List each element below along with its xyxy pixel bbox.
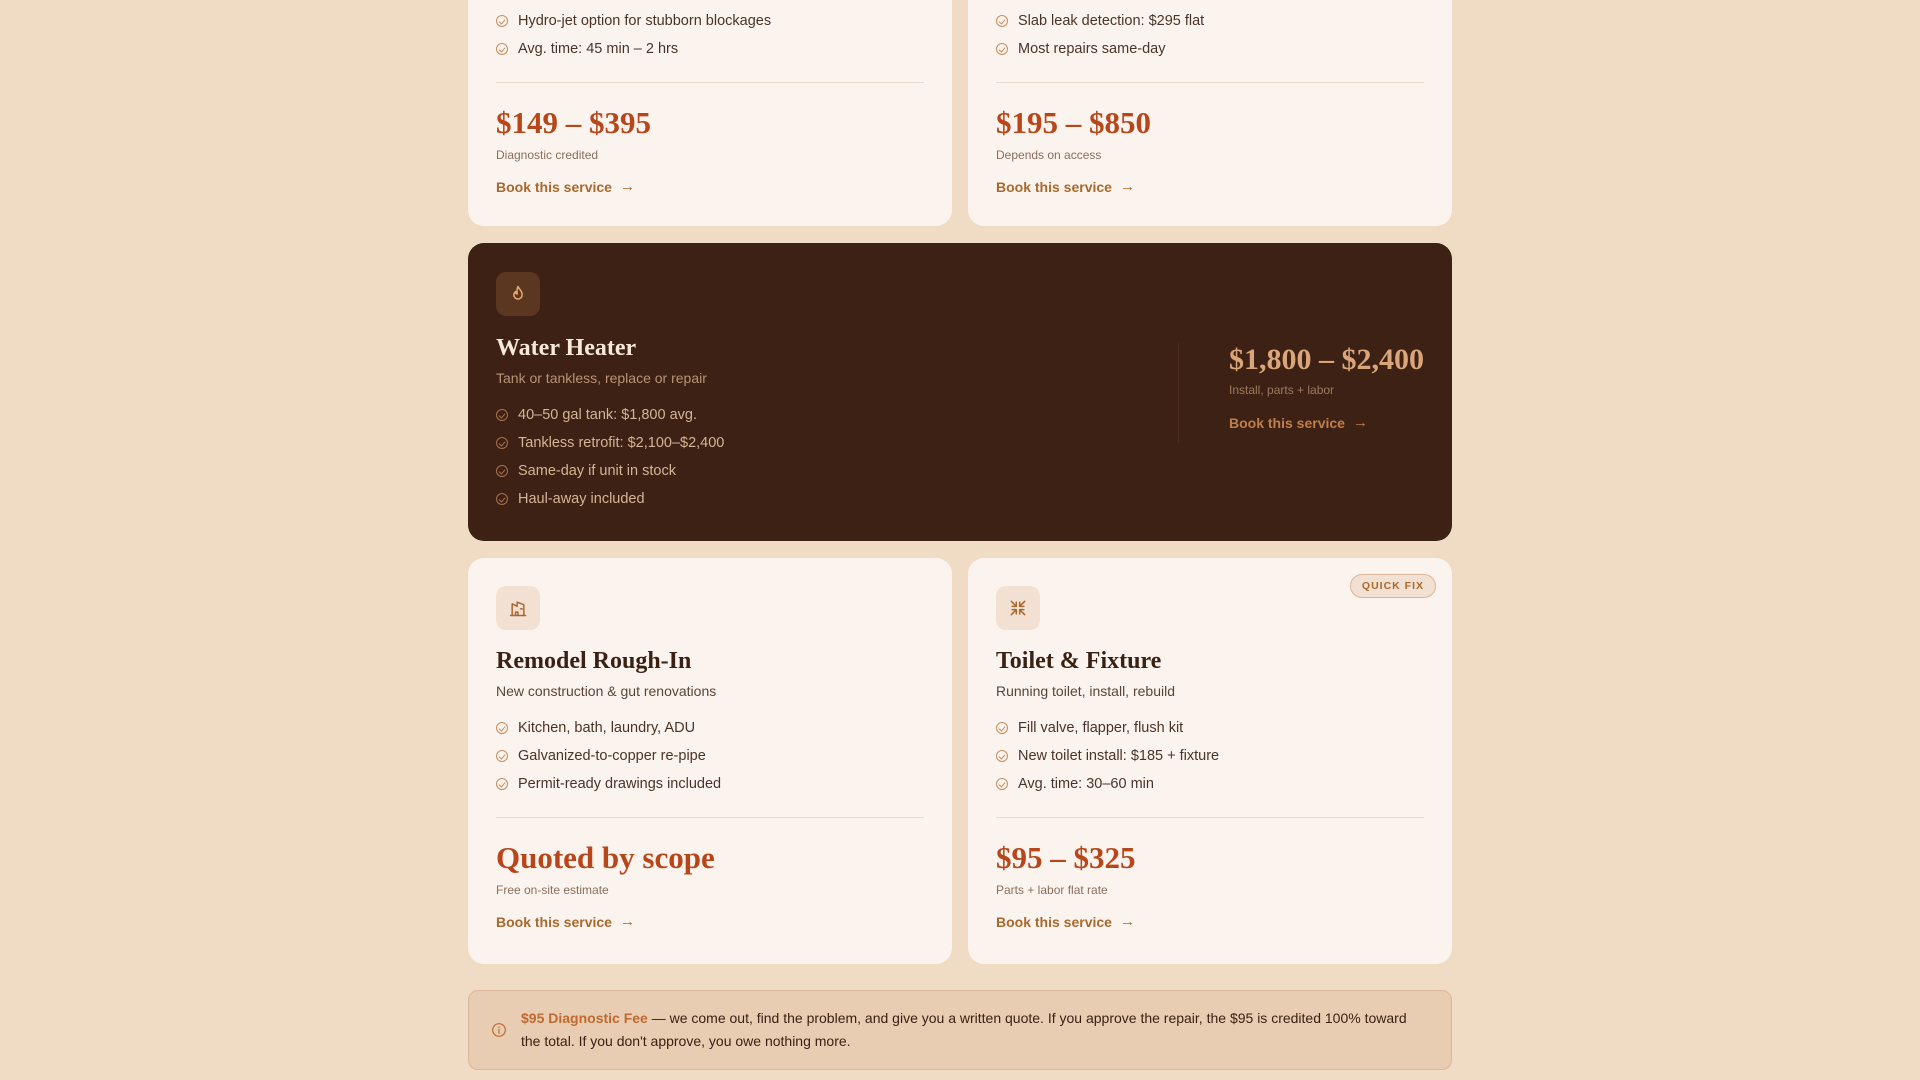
note-highlight: $95 Diagnostic Fee xyxy=(521,1010,648,1026)
featured-price-block xyxy=(1229,345,1424,433)
card-title: Remodel Rough-In xyxy=(496,648,692,674)
feature-item: Slab leak detection: $295 flat xyxy=(996,7,1424,35)
card-subtitle: New construction & gut renovations xyxy=(496,683,717,699)
price: $149 – $395 xyxy=(496,105,651,140)
card-title: Toilet & Fixture xyxy=(996,648,1162,674)
diagnostic-fee-note xyxy=(468,990,1452,1070)
price-note: Parts + labor flat rate xyxy=(996,883,1108,897)
feature-item: Galvanized-to-copper re-pipe xyxy=(496,742,924,770)
feature-item: Haul-away included xyxy=(496,485,1424,513)
card-subtitle: Running toilet, install, rebuild xyxy=(996,683,1175,699)
featured-divider xyxy=(1178,343,1179,443)
check-circle-icon xyxy=(496,750,508,762)
service-card-toilet xyxy=(968,558,1452,964)
price: $1,800 – $2,400 xyxy=(1229,343,1424,376)
book-service-link[interactable]: Book this service → xyxy=(996,178,1135,195)
check-circle-icon xyxy=(496,778,508,790)
feature-item: Same-day if unit in stock xyxy=(496,457,1424,485)
check-circle-icon xyxy=(496,722,508,734)
price: $95 – $325 xyxy=(996,840,1136,875)
note-text xyxy=(521,1007,1429,1053)
check-circle-icon xyxy=(996,722,1008,734)
feature-list xyxy=(496,7,924,63)
divider xyxy=(496,82,924,83)
feature-item: New toilet install: $185 + fixture xyxy=(996,742,1424,770)
arrow-right-icon: → xyxy=(1352,414,1368,431)
arrow-right-icon: → xyxy=(1119,178,1135,195)
feature-item: 40–50 gal tank: $1,800 avg. xyxy=(496,401,1424,429)
arrow-right-icon: → xyxy=(619,178,635,195)
divider xyxy=(996,82,1424,83)
feature-item: Avg. time: 30–60 min xyxy=(996,770,1424,798)
feature-item: Permit-ready drawings included xyxy=(496,770,924,798)
service-card-remodel xyxy=(468,558,952,964)
book-service-link[interactable]: Book this service → xyxy=(496,178,635,195)
icon-container xyxy=(496,586,540,630)
feature-list xyxy=(496,714,924,798)
price: $195 – $850 xyxy=(996,105,1151,140)
feature-item: Kitchen, bath, laundry, ADU xyxy=(496,714,924,742)
feature-item: Fill valve, flapper, flush kit xyxy=(996,714,1424,742)
card-title: Water Heater xyxy=(496,335,637,361)
service-card-drain xyxy=(468,0,952,226)
arrow-right-icon: → xyxy=(1119,913,1135,930)
info-icon xyxy=(491,1022,507,1038)
quick-fix-badge: QUICK FIX xyxy=(1350,574,1436,598)
minimize-arrows-icon xyxy=(1008,598,1028,618)
check-circle-icon xyxy=(496,43,508,55)
service-card-leak xyxy=(968,0,1452,226)
feature-item: Tankless retrofit: $2,100–$2,400 xyxy=(496,429,1424,457)
note-body: — we come out, find the problem, and give you a written quote. If you approve the repair, the $95 is credited 100% toward the total. If you don't approve, you owe nothing more. xyxy=(521,1010,1407,1049)
divider xyxy=(496,817,924,818)
service-card-water-heater xyxy=(468,243,1452,541)
divider xyxy=(996,817,1424,818)
check-circle-icon xyxy=(996,15,1008,27)
icon-container xyxy=(496,272,540,316)
icon-container xyxy=(996,586,1040,630)
check-circle-icon xyxy=(496,465,508,477)
feature-list xyxy=(996,7,1424,63)
check-circle-icon xyxy=(496,409,508,421)
price-note: Depends on access xyxy=(996,148,1102,162)
feature-item: Avg. time: 45 min – 2 hrs xyxy=(496,35,924,63)
feature-item: Most repairs same-day xyxy=(996,35,1424,63)
card-subtitle: Tank or tankless, replace or repair xyxy=(496,370,707,386)
check-circle-icon xyxy=(996,750,1008,762)
feature-item: Hydro-jet option for stubborn blockages xyxy=(496,7,924,35)
book-service-link[interactable]: Book this service → xyxy=(996,913,1135,930)
check-circle-icon xyxy=(496,493,508,505)
book-service-link[interactable]: Book this service → xyxy=(1229,414,1368,431)
arrow-right-icon: → xyxy=(619,913,635,930)
building-icon xyxy=(508,598,528,618)
price-note: Diagnostic credited xyxy=(496,148,599,162)
check-circle-icon xyxy=(496,437,508,449)
price: Quoted by scope xyxy=(496,840,715,875)
price-note: Install, parts + labor xyxy=(1229,383,1335,397)
price-note: Free on-site estimate xyxy=(496,883,609,897)
check-circle-icon xyxy=(996,43,1008,55)
flame-icon xyxy=(508,284,528,304)
check-circle-icon xyxy=(996,778,1008,790)
check-circle-icon xyxy=(496,15,508,27)
feature-list xyxy=(996,714,1424,798)
book-service-link[interactable]: Book this service → xyxy=(496,913,635,930)
